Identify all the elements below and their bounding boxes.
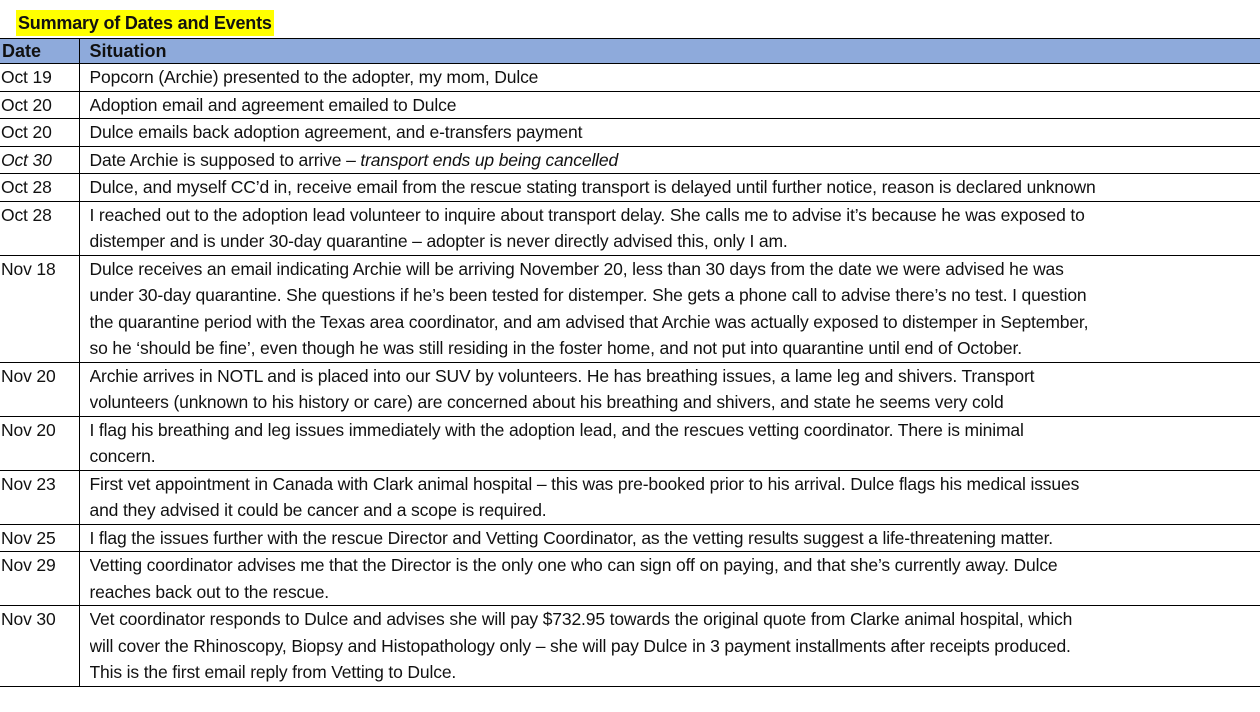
situation-line: distemper and is under 30-day quarantine – adopter is never directly advised this, only I am. — [89, 231, 788, 251]
row-date: Nov 29 — [0, 552, 79, 606]
row-date: Oct 30 — [0, 146, 79, 174]
situation-line: under 30-day quarantine. She questions if he’s been tested for distemper. She gets a phone call to advise there’s no test. I question — [89, 285, 1087, 305]
row-situation — [79, 146, 1260, 174]
situation-emphasis: transport ends up being cancelled — [360, 149, 619, 170]
row-situation — [79, 552, 1260, 606]
row-situation — [79, 362, 1260, 416]
situation-line: Archie arrives in NOTL and is placed into our SUV by volunteers. He has breathing issues, a lame leg and shivers. Transport — [89, 365, 1035, 386]
situation-line — [90, 147, 1260, 174]
situation-line: reaches back out to the rescue. — [89, 581, 330, 602]
situation-line: Dulce, and myself CC’d in, receive email from the rescue stating transport is delayed until further notice, reason is declared unknown — [89, 177, 1096, 197]
situation-line: This is the first email reply from Vetting to Dulce. — [89, 662, 457, 682]
table-row — [0, 255, 1260, 362]
row-date: Nov 20 — [0, 362, 79, 416]
situation-column-header: Situation — [79, 39, 1260, 64]
row-situation — [79, 524, 1260, 552]
row-situation — [79, 255, 1260, 362]
situation-line: Dulce emails back adoption agreement, and e-transfers payment — [89, 122, 583, 142]
row-date: Nov 20 — [0, 416, 79, 470]
table-row — [0, 174, 1260, 202]
table-row — [0, 119, 1260, 147]
situation-line: volunteers (unknown to his history or care) are concerned about his breathing and shivers, and state he seems very cold — [89, 392, 1004, 412]
row-situation — [79, 606, 1260, 687]
situation-line: will cover the Rhinoscopy, Biopsy and Histopathology only – she will pay Dulce in 3 payment installments after receipts produced. — [89, 635, 1071, 656]
row-situation — [79, 470, 1260, 524]
events-table — [0, 38, 1260, 687]
row-date: Oct 20 — [0, 119, 79, 147]
situation-line: so he ‘should be fine’, even though he was still residing in the foster home, and not put into quarantine until end of October. — [89, 338, 1022, 358]
situation-line: Dulce receives an email indicating Archie will be arriving November 20, less than 30 days from the date we were advised he was — [89, 258, 1064, 279]
row-situation — [79, 64, 1260, 92]
table-row — [0, 470, 1260, 524]
row-situation — [79, 119, 1260, 147]
row-situation — [79, 416, 1260, 470]
table-row — [0, 64, 1260, 92]
table-row — [0, 146, 1260, 174]
table-row — [0, 201, 1260, 255]
situation-line: I reached out to the adoption lead volunteer to inquire about transport delay. She calls me to advise it’s because he was exposed to — [89, 204, 1085, 225]
table-row — [0, 362, 1260, 416]
situation-line: Vet coordinator responds to Dulce and advises she will pay $732.95 towards the original quote from Clarke animal hospital, which — [89, 609, 1073, 629]
row-date: Nov 30 — [0, 606, 79, 687]
table-row — [0, 416, 1260, 470]
situation-line: I flag the issues further with the rescue Director and Vetting Coordinator, as the vetting results suggest a life-threatening matter. — [89, 527, 1053, 548]
document-title: Summary of Dates and Events — [16, 10, 274, 36]
table-header-row — [0, 39, 1260, 64]
situation-line: concern. — [89, 446, 156, 466]
row-situation — [79, 201, 1260, 255]
row-date: Nov 23 — [0, 470, 79, 524]
table-row — [0, 606, 1260, 687]
row-situation — [79, 91, 1260, 119]
table-row — [0, 91, 1260, 119]
row-date: Oct 28 — [0, 201, 79, 255]
situation-line: Vetting coordinator advises me that the Director is the only one who can sign off on paying, and that she’s currently away. Dulce — [89, 555, 1058, 575]
situation-line: Adoption email and agreement emailed to Dulce — [89, 94, 457, 115]
row-situation — [79, 174, 1260, 202]
table-row — [0, 552, 1260, 606]
row-date: Oct 19 — [0, 64, 79, 92]
situation-line: Popcorn (Archie) presented to the adopter, my mom, Dulce — [89, 67, 539, 87]
row-date: Oct 20 — [0, 91, 79, 119]
situation-line: and they advised it could be cancer and a scope is required. — [89, 500, 547, 520]
situation-line: the quarantine period with the Texas area coordinator, and am advised that Archie was actually exposed to distemper in September, — [89, 311, 1089, 332]
situation-line: I flag his breathing and leg issues immediately with the adoption lead, and the rescues vetting coordinator. There is minimal — [89, 419, 1024, 440]
row-date: Nov 18 — [0, 255, 79, 362]
date-column-header: Date — [0, 39, 79, 64]
row-date: Nov 25 — [0, 524, 79, 552]
table-row — [0, 524, 1260, 552]
row-date: Oct 28 — [0, 174, 79, 202]
situation-line: First vet appointment in Canada with Clark animal hospital – this was pre-booked prior to his arrival. Dulce flags his medical issues — [89, 473, 1080, 494]
situation-text: Date Archie is supposed to arrive – — [89, 149, 361, 170]
